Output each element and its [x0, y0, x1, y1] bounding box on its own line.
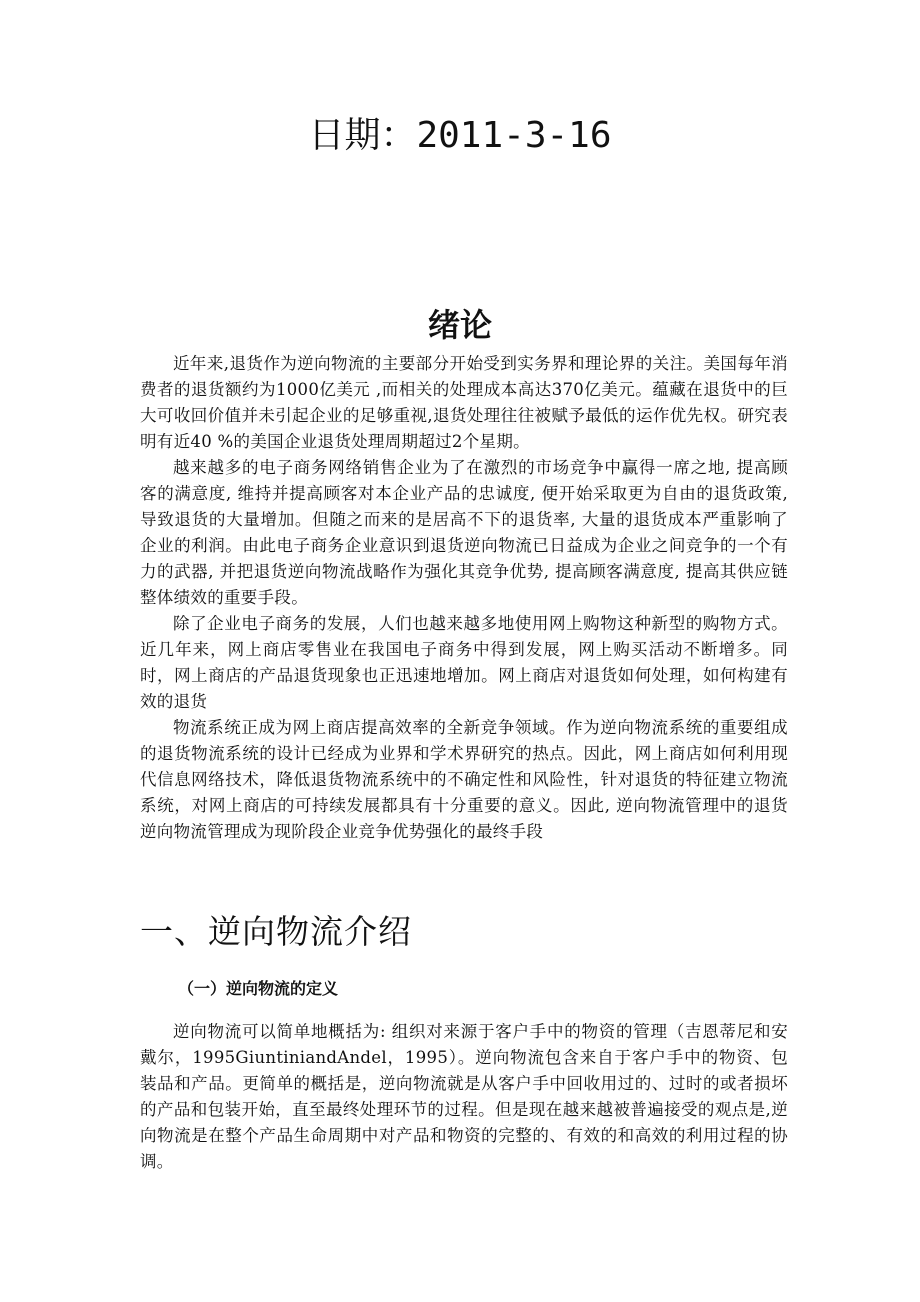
definition-body: [140, 1019, 788, 1175]
introduction-body: [140, 351, 788, 845]
definition-paragraph-1: 逆向物流可以简单地概括为: 组织对来源于客户手中的物资的管理（吉恩蒂尼和安戴尔，1995GiuntiniandAndel，1995）。逆向物流包含来自于客户手中的物资、包装品和产品。更简单的概括是，逆向物流就是从客户手中回收用过的、过时的或者损坏的产品和包装开始，直至最终处理环节的过程。但是现在越来越被普遍接受的观点是,逆向物流是在整个产品生命周期中对产品和物资的完整的、有效的和高效的利用过程的协调。: [140, 1022, 788, 1171]
introduction-title: 绪论: [427, 306, 492, 344]
introduction-paragraph-1: 近年来,退货作为逆向物流的主要部分开始受到实务界和理论界的关注。美国每年消费者的退货额约为1000亿美元 ,而相关的处理成本高达370亿美元。蕴藏在退货中的巨大可收回价值并未引起企业的足够重视,退货处理往往被赋予最低的运作优先权。研究表明有近40 %的美国企业退货处理周期超过2个星期。: [140, 354, 788, 451]
introduction-paragraph-2: 越来越多的电子商务网络销售企业为了在激烈的市场竞争中赢得一席之地, 提高顾客的满意度, 维持并提高顾客对本企业产品的忠诚度, 便开始采取更为自由的退货政策, 导致退货的大量增加。但随之而来的是居高不下的退货率, 大量的退货成本严重影响了企业的利润。由此电子商务企业意识到退货逆向物流已日益成为企业之间竞争的一个有力的武器, 并把退货逆向物流战略作为强化其竞争优势, 提高顾客满意度, 提高其供应链整体绩效的重要手段。: [140, 458, 788, 607]
chapter-one-title: 一、逆向物流介绍: [140, 912, 412, 951]
date-heading: 日期：2011-3-16: [308, 115, 612, 156]
definition-section-title: （一）逆向物流的定义: [178, 979, 339, 998]
introduction-paragraph-3: 除了企业电子商务的发展，人们也越来越多地使用网上购物这种新型的购物方式。近几年来，网上商店零售业在我国电子商务中得到发展，网上购买活动不断增多。同时，网上商店的产品退货现象也正迅速地增加。网上商店对退货如何处理，如何构建有效的退货: [140, 614, 788, 711]
introduction-paragraph-4: 物流系统正成为网上商店提高效率的全新竞争领域。作为逆向物流系统的重要组成的退货物流系统的设计已经成为业界和学术界研究的热点。因此，网上商店如何利用现代信息网络技术，降低退货物流系统中的不确定性和风险性，针对退货的特征建立物流系统，对网上商店的可持续发展都具有十分重要的意义。因此, 逆向物流管理中的退货逆向物流管理成为现阶段企业竞争优势强化的最终手段: [140, 718, 788, 841]
